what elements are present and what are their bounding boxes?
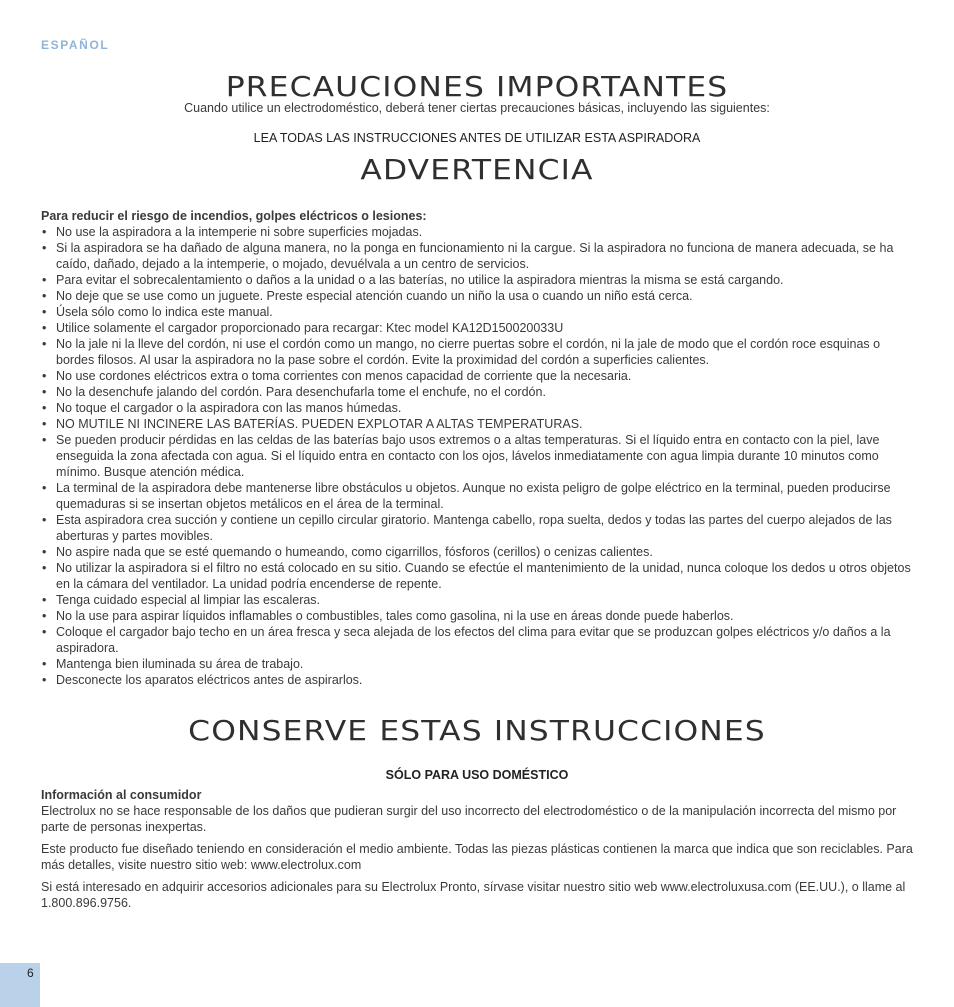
- warning-item: • NO MUTILE NI INCINERE LAS BATERÍAS. PUEDEN EXPLOTAR A ALTAS TEMPERATURAS.: [41, 416, 916, 432]
- page-number: 6: [27, 966, 34, 980]
- warning-item: • No use cordones eléctricos extra o toma corrientes con menos capacidad de corriente que la necesaria.: [41, 368, 916, 384]
- warning-item: • No la desenchufe jalando del cordón. Para desenchufarla tome el enchufe, no el cordón.: [41, 384, 916, 400]
- warning-item: • Se pueden producir pérdidas en las celdas de las baterías bajo usos extremos o a altas temperaturas. Si el líquido entra en contacto con la piel, lave enseguida la zona afectada con agua. Si el líquido entra en contacto con los ojos, lávelos inmediatamente con agua limpia durante 10 minutos como mínimo. Busque atención médica.: [41, 432, 916, 480]
- warning-item: • Úsela sólo como lo indica este manual.: [41, 304, 916, 320]
- warnings-lead: Para reducir el riesgo de incendios, golpes eléctricos o lesiones:: [41, 209, 427, 223]
- page-tab: [0, 963, 40, 1007]
- warning-item: • Si la aspiradora se ha dañado de alguna manera, no la ponga en funcionamiento ni la cargue. Si la aspiradora no funciona de manera adecuada, se ha caído, dañado, dejado a la intemperie, o mojado, devuélvala a un centro de servicios.: [41, 240, 916, 272]
- warning-item: • Tenga cuidado especial al limpiar las escaleras.: [41, 592, 916, 608]
- warning-item: • Mantenga bien iluminada su área de trabajo.: [41, 656, 916, 672]
- language-label: ESPAÑOL: [41, 38, 110, 52]
- warning-item: • No toque el cargador o la aspiradora con las manos húmedas.: [41, 400, 916, 416]
- warning-item: • Desconecte los aparatos eléctricos antes de aspirarlos.: [41, 672, 916, 688]
- consumer-paragraph: Electrolux no se hace responsable de los daños que pudieran surgir del uso incorrecto del electrodoméstico o de la manipulación incorrecta del mismo por parte de personas inexpertas.: [41, 804, 897, 834]
- warning-item: • No la jale ni la lleve del cordón, ni use el cordón como un mango, no cierre puertas sobre el cordón, ni la jale de modo que el cordón roce esquinas o bordes filosos. Al usar la aspiradora no la pase sobre el cordón. Evite la proximidad del cordón a superficies calientes.: [41, 336, 916, 368]
- warning-item: • No la use para aspirar líquidos inflamables o combustibles, tales como gasolina, ni la use en áreas donde puede haberlos.: [41, 608, 916, 624]
- warning-item: • No deje que se use como un juguete. Preste especial atención cuando un niño la usa o cuando un niño está cerca.: [41, 288, 916, 304]
- consumer-paragraph: Si está interesado en adquirir accesorios adicionales para su Electrolux Pronto, sírvase visitar nuestro sitio web www.electroluxusa.com (EE.UU.), o llame al 1.800.896.9756.: [41, 880, 906, 910]
- warnings-list: [41, 224, 916, 688]
- consumer-info-section: [41, 787, 916, 917]
- title-conserve: CONSERVE ESTAS INSTRUCCIONES: [188, 714, 766, 747]
- consumer-info-heading: Información al consumidor: [41, 788, 202, 802]
- household-use-only: SÓLO PARA USO DOMÉSTICO: [385, 768, 569, 782]
- warning-item: • Esta aspiradora crea succión y contiene un cepillo circular giratorio. Mantenga cabello, ropa suelta, dedos y todas las partes del cuerpo alejados de las aberturas y partes movibles.: [41, 512, 916, 544]
- warning-item: • No use la aspiradora a la intemperie ni sobre superficies mojadas.: [41, 224, 916, 240]
- consumer-paragraph: Este producto fue diseñado teniendo en consideración el medio ambiente. Todas las piezas plásticas contienen la marca que indica que son reciclables. Para más detalles, visite nuestro sitio web: www.electrolux.com: [41, 842, 913, 872]
- warning-item: • Coloque el cargador bajo techo en un área fresca y seca alejada de los efectos del clima para evitar que se produzcan golpes eléctricos y/o daños a la aspiradora.: [41, 624, 916, 656]
- intro-subtitle: Cuando utilice un electrodoméstico, deberá tener ciertas precauciones básicas, incluyendo las siguientes:: [184, 101, 770, 115]
- warning-item: • Para evitar el sobrecalentamiento o daños a la unidad o a las baterías, no utilice la aspiradora mientras la misma se está cargando.: [41, 272, 916, 288]
- title-advertencia: ADVERTENCIA: [360, 153, 594, 186]
- title-precauciones: PRECAUCIONES IMPORTANTES: [225, 70, 729, 103]
- warnings-section: [41, 208, 916, 688]
- warning-item: • No utilizar la aspiradora si el filtro no está colocado en su sitio. Cuando se efectúe el mantenimiento de la unidad, nunca coloque los dedos u otros objetos en la cámara del ventilador. La unidad podría encenderse de repente.: [41, 560, 916, 592]
- warning-item: • La terminal de la aspiradora debe mantenerse libre obstáculos u objetos. Aunque no exista peligro de golpe eléctrico en la terminal, pueden producirse quemaduras si se insertan objetos metálicos en el área de la terminal.: [41, 480, 916, 512]
- warning-item: • No aspire nada que se esté quemando o humeando, como cigarrillos, fósforos (cerillos) o cenizas calientes.: [41, 544, 916, 560]
- read-all-instructions: LEA TODAS LAS INSTRUCCIONES ANTES DE UTILIZAR ESTA ASPIRADORA: [253, 131, 701, 145]
- warning-item: • Utilice solamente el cargador proporcionado para recargar: Ktec model KA12D150020033U: [41, 320, 916, 336]
